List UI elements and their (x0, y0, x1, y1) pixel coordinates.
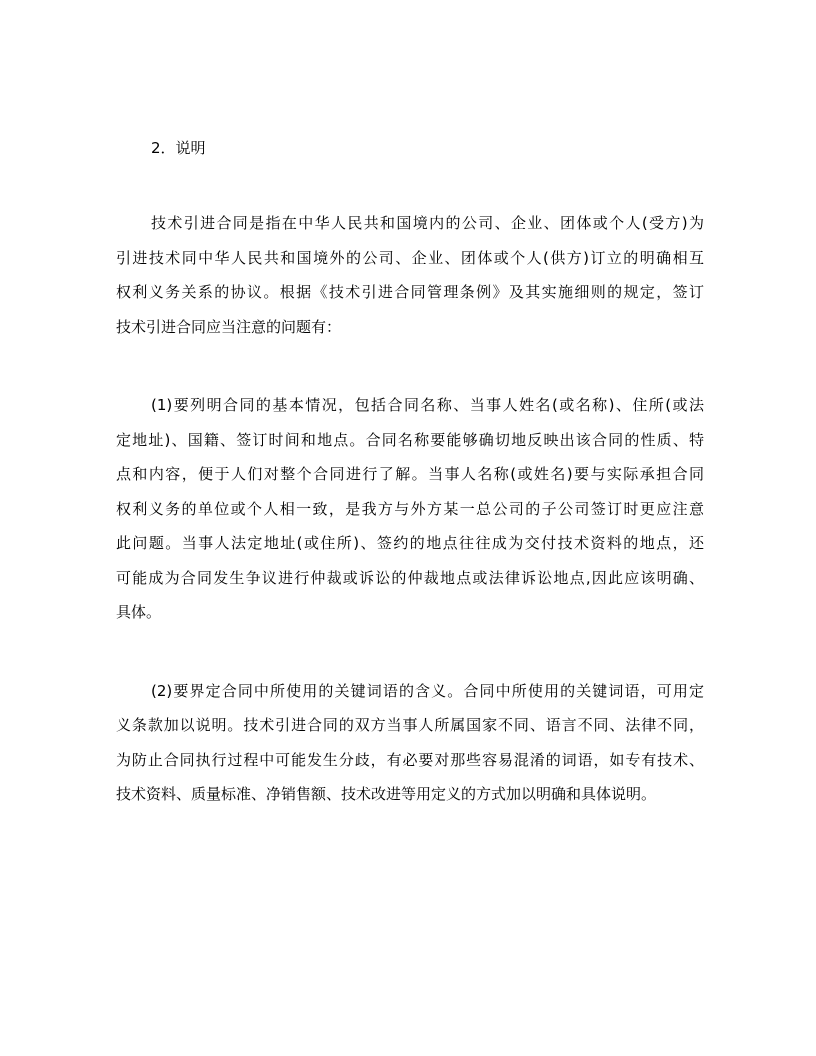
spacer (116, 344, 704, 388)
text-line: 权利义务的单位或个人相一致，是我方与外方某一总公司的子公司签订时更应注意 (116, 499, 704, 518)
spacer (116, 162, 704, 206)
text-line: 此问题。当事人法定地址(或住所)、签约的地点往往成为交付技术资料的地点，还 (116, 534, 704, 552)
text-line: 技术资料、质量标准、净销售额、技术改进等用定义的方式加以明确和具体说明。 (116, 785, 657, 803)
paragraph-definition (116, 206, 704, 344)
paragraph-item-1 (116, 388, 704, 630)
text-line: 可能成为合同发生争议进行仲裁或诉讼的仲裁地点或法律诉讼地点,因此应该明确、 (116, 568, 704, 587)
text-line: 技术引进合同是指在中华人民共和国境内的公司、企业、团体或个人(受方)为 (151, 214, 704, 232)
text-line: 点和内容，便于人们对整个合同进行了解。当事人名称(或姓名)要与实际承担合同 (116, 465, 704, 483)
spacer (116, 630, 704, 674)
section-heading: 2．说明 (151, 139, 206, 157)
text-line: 为防止合同执行过程中可能发生分歧，有必要对那些容易混淆的词语，如专有技术、 (116, 750, 704, 769)
text-line: 具体。 (116, 603, 162, 621)
paragraph-item-2 (116, 674, 704, 812)
text-line: 义条款加以说明。技术引进合同的双方当事人所属国家不同、语言不同、法律不同， (116, 716, 704, 734)
text-line: 定地址)、国籍、签订时间和地点。合同名称要能够确切地反映出该合同的性质、特 (116, 430, 704, 449)
text-line: 技术引进合同应当注意的问题有： (116, 317, 342, 336)
text-line: 权利义务关系的协议。根据《技术引进合同管理条例》及其实施细则的规定，签订 (116, 283, 704, 301)
text-line: 引进技术同中华人民共和国境外的公司、企业、团体或个人(供方)订立的明确相互 (116, 248, 704, 267)
document-body (116, 134, 704, 812)
text-line: (1)要列明合同的基本情况，包括合同名称、当事人姓名(或名称)、住所(或法 (151, 396, 704, 414)
text-line: (2)要界定合同中所使用的关键词语的含义。合同中所使用的关键词语，可用定 (151, 681, 704, 700)
